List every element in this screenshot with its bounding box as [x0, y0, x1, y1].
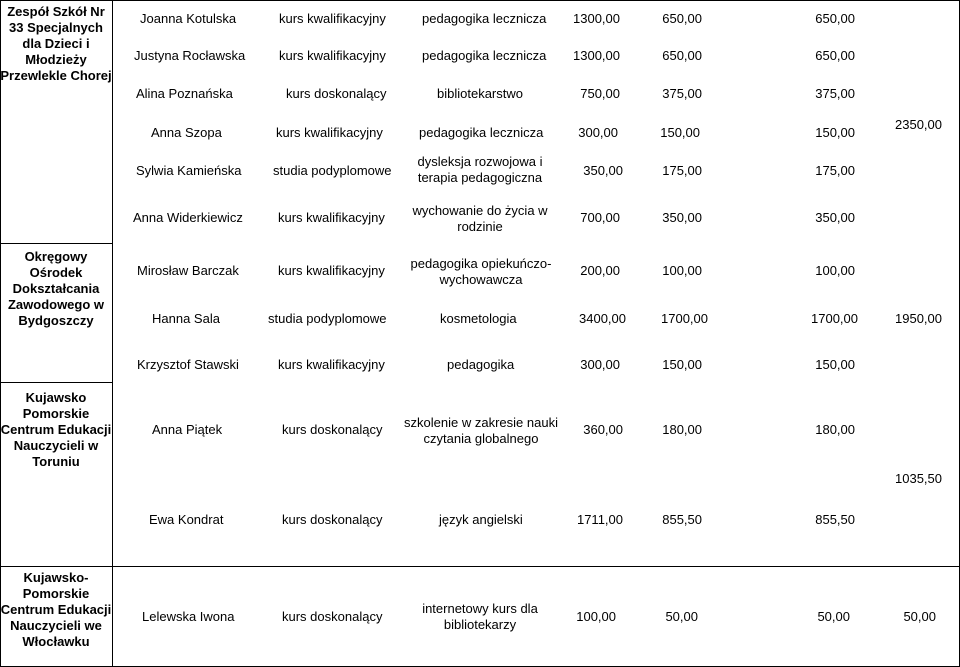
course-subject: pedagogika lecznicza — [422, 11, 547, 26]
institution-name: Zespół Szkół Nr 33 Specjalnych dla Dzieci i Młodzieży Przewlekle Chorej — [0, 4, 112, 83]
course-type: kurs doskonalący — [282, 512, 383, 527]
course-subject: bibliotekarstwo — [437, 86, 523, 101]
course-cost: 700,00 — [580, 210, 620, 225]
course-subject: szkolenie w zakresie nauki czytania globalnego — [404, 415, 558, 446]
course-cost: 300,00 — [578, 125, 618, 140]
refund-amount: 175,00 — [815, 163, 855, 178]
course-type: kurs doskonalący — [282, 422, 383, 437]
course-subject: język angielski — [439, 512, 523, 527]
refund-amount: 350,00 — [815, 210, 855, 225]
course-type: studia podyplomowe — [273, 163, 392, 178]
course-subject: kosmetologia — [440, 311, 517, 326]
course-type: kurs kwalifikacyjny — [278, 263, 385, 278]
refund-amount: 100,00 — [815, 263, 855, 278]
course-subject: pedagogika opiekuńczo-wychowawcza — [410, 256, 552, 287]
course-cost: 360,00 — [583, 422, 623, 437]
refund-amount: 855,50 — [815, 512, 855, 527]
person-name: Ewa Kondrat — [149, 512, 224, 527]
institution-total: 50,00 — [903, 609, 936, 624]
course-cost: 1711,00 — [576, 512, 623, 527]
half-cost: 100,00 — [662, 263, 702, 278]
institution-name: Kujawsko Pomorskie Centrum Edukacji Nauczycieli w Toruniu — [0, 390, 112, 469]
institution-total: 1035,50 — [895, 471, 942, 486]
institution-total: 1950,00 — [895, 311, 942, 326]
course-cost: 100,00 — [576, 609, 616, 624]
person-name: Alina Poznańska — [136, 86, 233, 101]
person-name: Hanna Sala — [152, 311, 220, 326]
person-name: Anna Piątek — [152, 422, 223, 437]
institution-name: Okręgowy Ośrodek Dokształcania Zawodowego w Bydgoszczy — [7, 249, 105, 328]
half-cost: 855,50 — [662, 512, 702, 527]
person-name: Anna Widerkiewicz — [133, 210, 243, 225]
person-name: Sylwia Kamieńska — [136, 163, 242, 178]
institution-total: 2350,00 — [895, 117, 942, 132]
course-subject: internetowy kurs dla bibliotekarzy — [422, 601, 538, 632]
person-name: Justyna Rocławska — [134, 48, 246, 63]
course-cost: 350,00 — [583, 163, 623, 178]
person-name: Joanna Kotulska — [140, 11, 237, 26]
refund-amount: 150,00 — [815, 357, 855, 372]
course-cost: 3400,00 — [579, 311, 626, 326]
refund-amount: 150,00 — [815, 125, 855, 140]
course-type: kurs kwalifikacyjny — [276, 125, 383, 140]
course-subject: wychowanie do życia w rodzinie — [412, 203, 548, 234]
person-name: Mirosław Barczak — [137, 263, 239, 278]
course-type: kurs doskonalący — [286, 86, 387, 101]
refund-amount: 50,00 — [817, 609, 850, 624]
refund-amount: 375,00 — [815, 86, 855, 101]
course-cost: 1300,00 — [573, 48, 620, 63]
course-type: studia podyplomowe — [268, 311, 387, 326]
course-type: kurs kwalifikacyjny — [278, 210, 385, 225]
half-cost: 50,00 — [665, 609, 698, 624]
refund-amount: 1700,00 — [811, 311, 858, 326]
half-cost: 180,00 — [662, 422, 702, 437]
half-cost: 150,00 — [660, 125, 700, 140]
course-type: kurs doskonalący — [282, 609, 383, 624]
half-cost: 350,00 — [662, 210, 702, 225]
course-type: kurs kwalifikacyjny — [278, 357, 385, 372]
course-subject: dysleksja rozwojowa i terapia pedagogiczna — [417, 154, 543, 185]
half-cost: 375,00 — [662, 86, 702, 101]
course-cost: 200,00 — [580, 263, 620, 278]
course-type: kurs kwalifikacyjny — [279, 11, 386, 26]
refund-amount: 650,00 — [815, 11, 855, 26]
half-cost: 650,00 — [662, 48, 702, 63]
half-cost: 150,00 — [662, 357, 702, 372]
half-cost: 1700,00 — [661, 311, 708, 326]
course-subject: pedagogika lecznicza — [419, 125, 544, 140]
half-cost: 175,00 — [662, 163, 702, 178]
person-name: Anna Szopa — [151, 125, 222, 140]
person-name: Krzysztof Stawski — [137, 357, 239, 372]
course-cost: 750,00 — [580, 86, 620, 101]
half-cost: 650,00 — [662, 11, 702, 26]
course-subject: pedagogika lecznicza — [422, 48, 547, 63]
institution-name: Kujawsko-Pomorskie Centrum Edukacji Nauczycieli we Włocławku — [0, 570, 112, 649]
refund-amount: 180,00 — [815, 422, 855, 437]
course-cost: 300,00 — [580, 357, 620, 372]
person-name: Lelewska Iwona — [142, 609, 235, 624]
course-cost: 1300,00 — [573, 11, 620, 26]
course-subject: pedagogika — [447, 357, 515, 372]
course-type: kurs kwalifikacyjny — [279, 48, 386, 63]
refund-amount: 650,00 — [815, 48, 855, 63]
